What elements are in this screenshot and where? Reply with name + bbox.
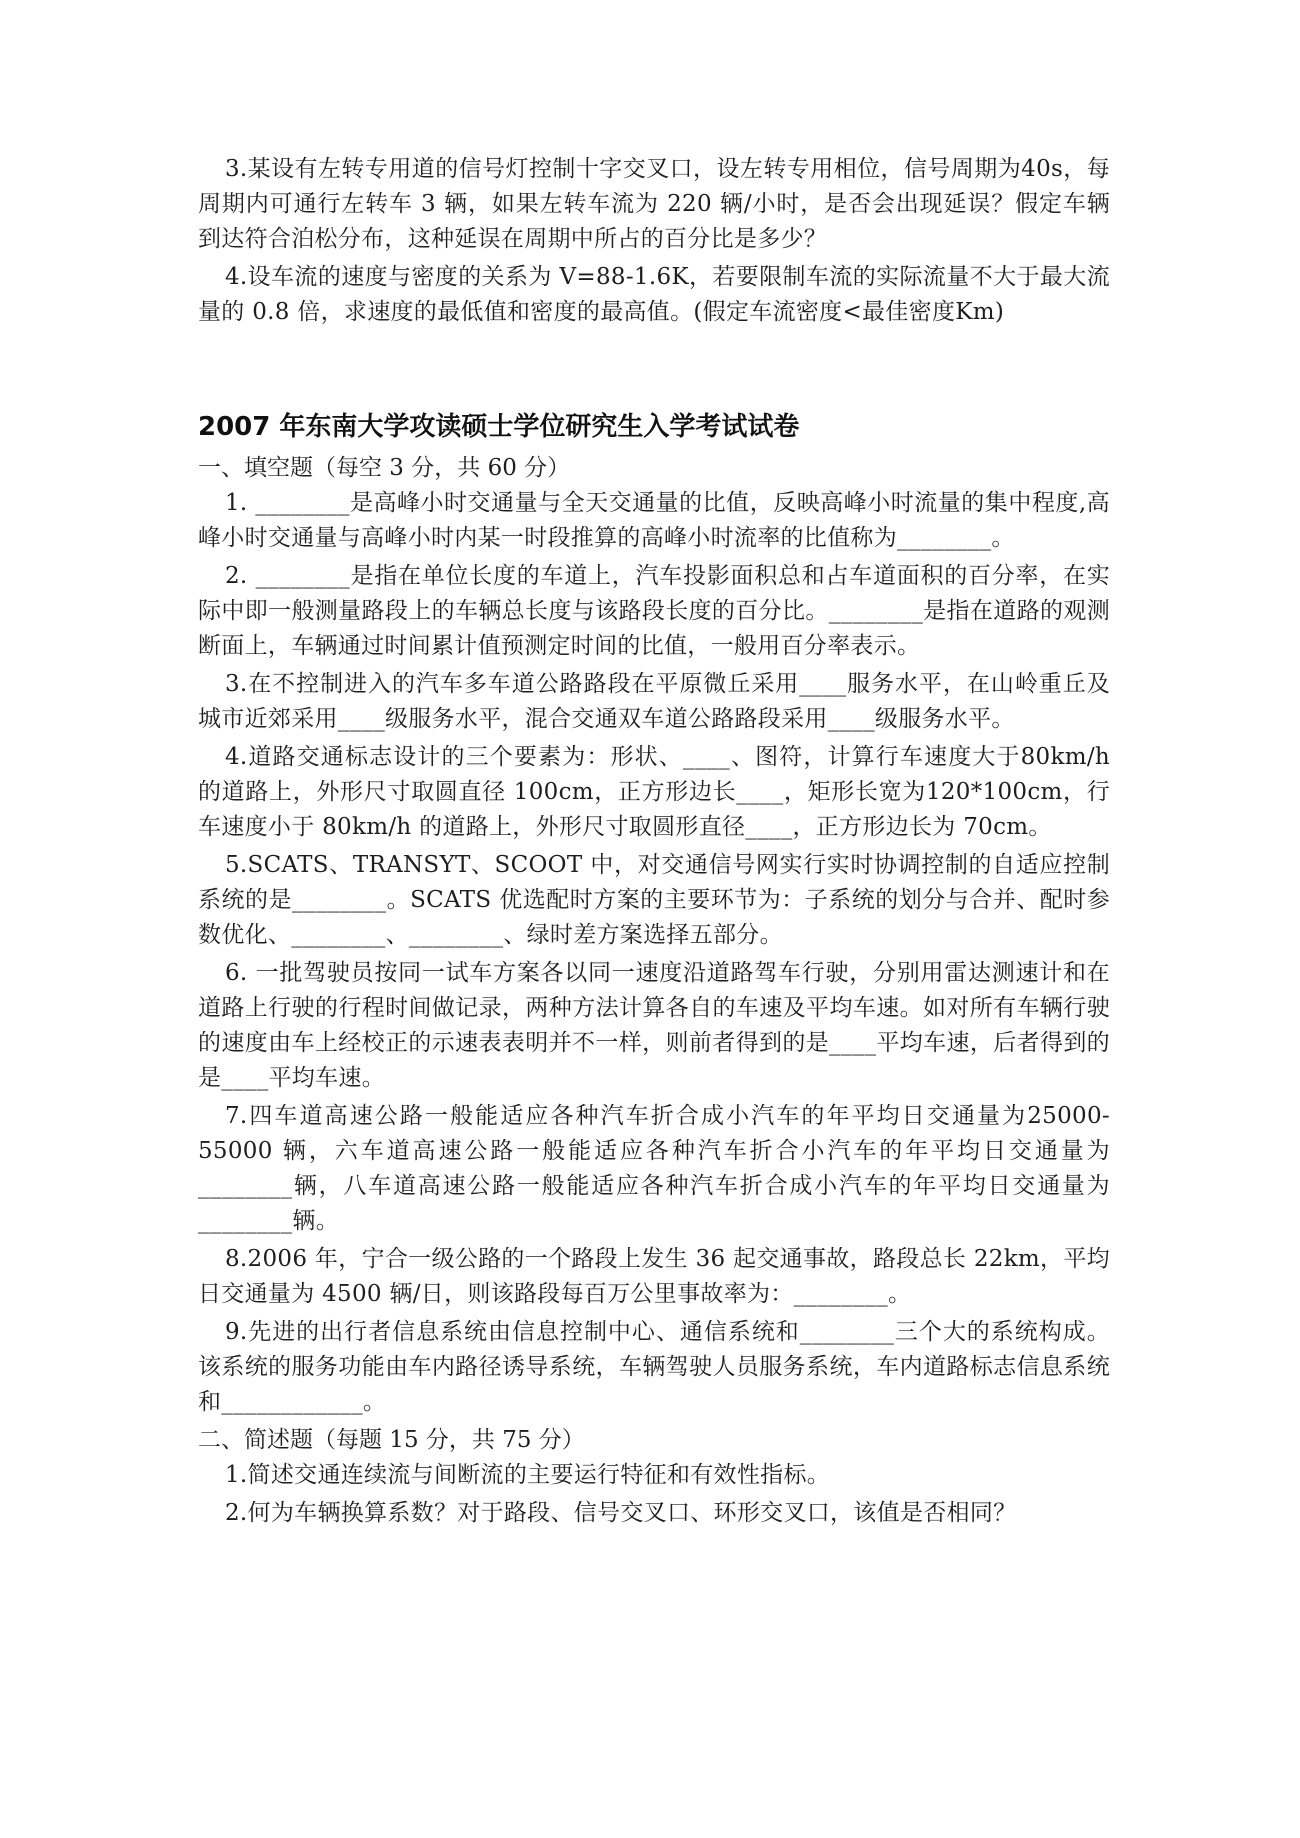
question-3-top: 3.某设有左转专用道的信号灯控制十字交叉口，设左转专用相位，信号周期为40s，每周期内可通行左转车 3 辆，如果左转车流为 220 辆/小时，是否会出现延误？假定车辆到达符合泊松分布，这种延误在周期中所占的百分比是多少？ — [198, 156, 1110, 252]
question-4-top: 4.设车流的速度与密度的关系为 V=88-1.6K，若要限制车流的实际流量不大于最大流量的 0.8 倍，求速度的最低值和密度的最高值。(假定车流密度<最佳密度Km) — [198, 264, 1110, 325]
fill-blank-5: 5.SCATS、TRANSYT、SCOOT 中，对交通信号网实行实时协调控制的自适应控制系统的是________。SCATS 优选配时方案的主要环节为：子系统的划分与合并、配时参数优化、________、________、绿时差方案选择五部分。 — [198, 852, 1110, 948]
fill-blank-6: 6. 一批驾驶员按同一试车方案各以同一速度沿道路驾车行驶，分别用雷达测速计和在道路上行驶的行程时间做记录，两种方法计算各自的车速及平均车速。如对所有车辆行驶的速度由车上经校正的示速表表明并不一样，则前者得到的是____平均车速，后者得到的是____平均车速。 — [198, 960, 1110, 1091]
fill-blank-4: 4.道路交通标志设计的三个要素为：形状、____、图符，计算行车速度大于80km/h 的道路上，外形尺寸取圆直径 100cm，正方形边长____，矩形长宽为120*100cm，行车速度小于 80km/h 的道路上，外形尺寸取圆形直径____，正方形边长为 70cm。 — [198, 744, 1110, 840]
section-spacer — [198, 333, 1110, 407]
section2-heading: 二、简述题（每题 15 分，共 75 分） — [198, 1427, 585, 1453]
fill-blank-8: 8.2006 年，宁合一级公路的一个路段上发生 36 起交通事故，路段总长 22km，平均日交通量为 4500 辆/日，则该路段每百万公里事故率为：________。 — [198, 1246, 1110, 1307]
fill-blank-7: 7.四车道高速公路一般能适应各种汽车折合成小汽车的年平均日交通量为25000-55000 辆，六车道高速公路一般能适应各种汽车折合小汽车的年平均日交通量为________辆，八车道高速公路一般能适应各种汽车折合成小汽车的年平均日交通量为________辆。 — [198, 1103, 1110, 1234]
fill-blank-9: 9.先进的出行者信息系统由信息控制中心、通信系统和________三个大的系统构成。该系统的服务功能由车内路径诱导系统，车辆驾驶人员服务系统，车内道路标志信息系统和____________。 — [198, 1319, 1110, 1415]
fill-blank-1: 1. ________是高峰小时交通量与全天交通量的比值，反映高峰小时流量的集中程度,高峰小时交通量与高峰小时内某一时段推算的高峰小时流率的比值称为________。 — [198, 490, 1110, 551]
section1-heading: 一、填空题（每空 3 分，共 60 分） — [198, 455, 571, 481]
short-answer-1: 1.简述交通连续流与间断流的主要运行特征和有效性指标。 — [225, 1462, 831, 1488]
fill-blank-3: 3.在不控制进入的汽车多车道公路路段在平原微丘采用____服务水平，在山岭重丘及城市近郊采用____级服务水平，混合交通双车道公路路段采用____级服务水平。 — [198, 671, 1110, 732]
exam-title: 2007 年东南大学攻读硕士学位研究生入学考试试卷 — [198, 412, 800, 442]
short-answer-2: 2.何为车辆换算系数？对于路段、信号交叉口、环形交叉口，该值是否相同？ — [225, 1500, 1017, 1526]
fill-blank-2: 2. ________是指在单位长度的车道上，汽车投影面积总和占车道面积的百分率，在实际中即一般测量路段上的车辆总长度与该路段长度的百分比。________是指在道路的观测断面上，车辆通过时间累计值预测定时间的比值，一般用百分率表示。 — [198, 563, 1110, 659]
document-page — [198, 152, 1110, 1534]
